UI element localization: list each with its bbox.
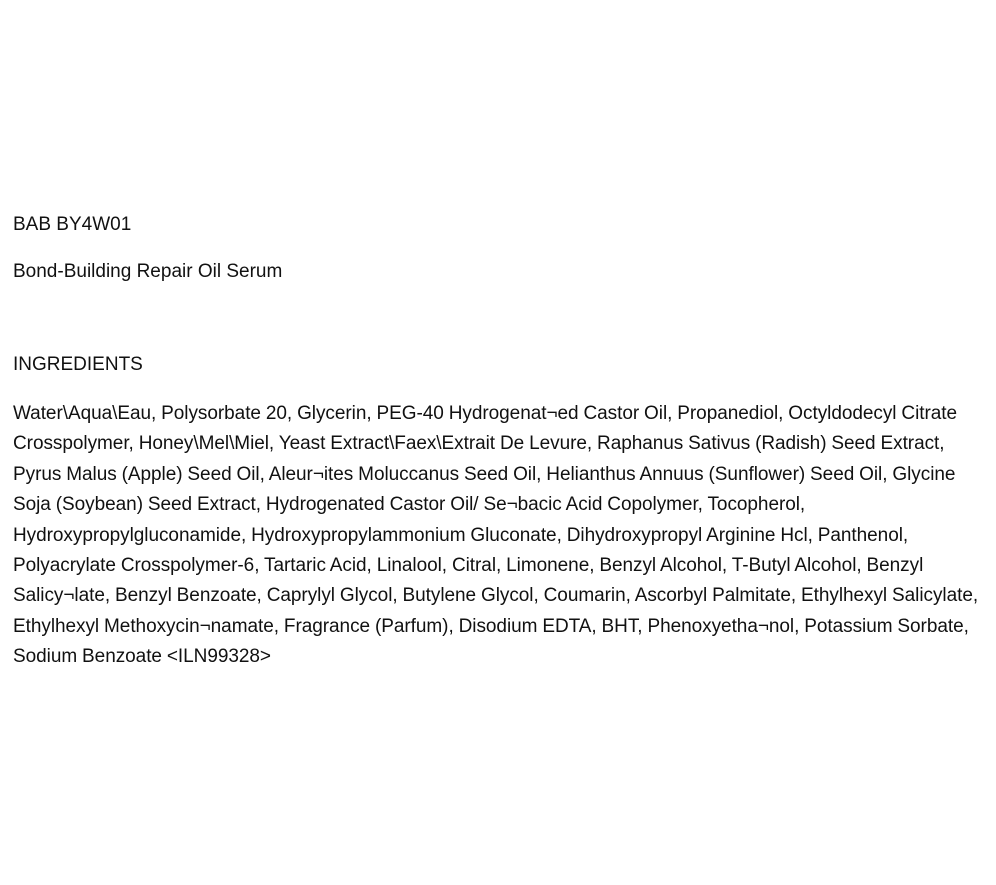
ingredients-heading: INGREDIENTS — [13, 354, 143, 375]
product-name: Bond-Building Repair Oil Serum — [13, 261, 283, 282]
product-code: BAB BY4W01 — [13, 214, 132, 235]
ingredients-list: Water\Aqua\Eau, Polysorbate 20, Glycerin, PEG-40 Hydrogenat¬ed Castor Oil, Propanediol, Octyldodecyl Citrate Crosspolymer, Honey\Mel\Miel, Yeast Extract\Faex\Extrait De Levure, Raphanus Sativus (Radish) Seed Extract, Pyrus Malus (Apple) Seed Oil, Aleur¬ites Moluccanus Seed Oil, Helianthus Annuus (Sunflower) Seed Oil, Glycine Soja (Soybean) Seed Extract, Hydrogenated Castor Oil/ Se¬bacic Acid Copolymer, Tocopherol, Hydroxypropylgluconamide, Hydroxypropylammonium Gluconate, Dihydroxypropyl Arginine Hcl, Panthenol, Polyacrylate Crosspolymer-6, Tartaric Acid, Linalool, Citral, Limonene, Benzyl Alcohol, T-Butyl Alcohol, Benzyl Salicy¬late, Benzyl Benzoate, Caprylyl Glycol, Butylene Glycol, Coumarin, Ascorbyl Palmitate, Ethylhexyl Salicylate, Ethylhexyl Methoxycin¬namate, Fragrance (Parfum), Disodium EDTA, BHT, Phenoxyetha¬nol, Potassium Sorbate, Sodium Benzoate <ILN99328> — [13, 403, 979, 668]
